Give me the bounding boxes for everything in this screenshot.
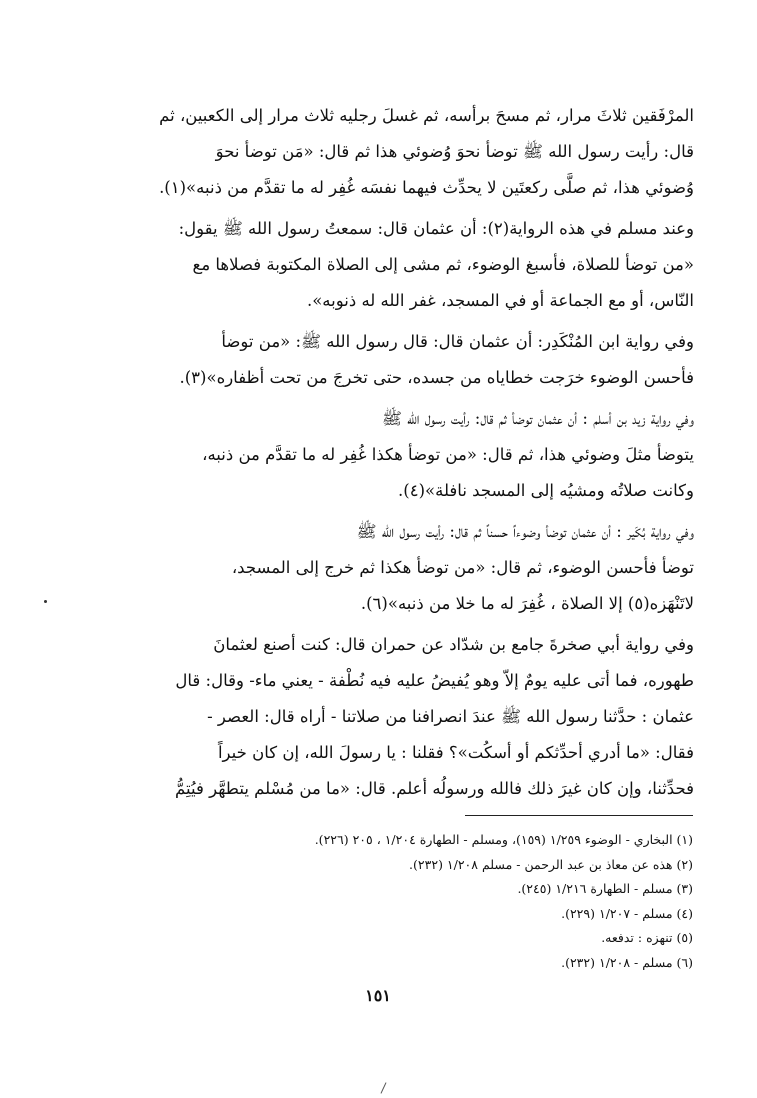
text-line: وفي رواية أبي صخرةَ جامع بن شدّاد عن حمران قال: كنت أصنع لعثمانَ	[213, 635, 694, 654]
text-line: النّاس، أو مع الجماعة أو في المسجد، غفر الله له ذنوبه».	[306, 291, 694, 310]
footnote-divider	[465, 815, 693, 816]
paragraph-1	[92, 98, 694, 206]
footnote-5: (٥) تنهزه : تدفعه.	[601, 930, 693, 945]
footnote-3: (٣) مسلم - الطهارة ١/٢١٦ (٢٤٥).	[517, 881, 693, 896]
footnotes	[180, 828, 693, 975]
paragraph-6	[92, 627, 694, 807]
text-line: طهوره، فما أتى عليه يومٌ إلاّ وهو يُفيضُ عليه فيه نُطْفة - يعني ماء- وقال: قال	[175, 671, 694, 690]
footnote-1: (١) البخاري - الوضوء ١/٢٥٩ (١٥٩)، ومسلم - الطهارة ١/٢٠٤ ، ٢٠٥ (٢٢٦).	[314, 832, 693, 847]
text-line: توضأ فأحسن الوضوء، ثم قال: «من توضأ هكذا ثم خرج إلى المسجد،	[231, 558, 694, 577]
text-line: المرْفَقين ثلاثَ مرار، ثم مسحَ برأسه، ثم غسلَ رجليه ثلاث مرار إلى الكعبين، ثم	[159, 106, 694, 125]
footnote-2: (٢) هذه عن معاذ بن عبد الرحمن - مسلم ١/٢٠٨ (٢٣٢).	[409, 856, 693, 872]
text-line: يتوضأ مثلَ وضوئي هذا، ثم قال: «من توضأ هكذا غُفِر له ما تقدَّم من ذنبه،	[202, 445, 694, 464]
text-line: عثمان : حدَّثنا رسول الله ﷺ عندَ انصرافنا من صلاتنا - أراه قال: العصر -	[207, 707, 694, 726]
text-line: قال: رأيت رسول الله ﷺ توضأ نحوَ وُضوئي هذا ثم قال: «مَن توضأ نحوَ	[215, 142, 694, 161]
text-line: وُضوئي هذا، ثم صلَّى ركعتَين لا يحدِّث فيهما نفسَه غُفِر له ما تقدَّم من ذنبه»(١).	[159, 178, 694, 197]
paragraph-4	[92, 401, 694, 509]
text-line: وعند مسلم في هذه الرواية(٢): أن عثمان قال: سمعتُ رسول الله ﷺ يقول:	[178, 219, 694, 238]
paragraph-5	[92, 514, 694, 622]
footnote-6: (٦) مسلم - ١/٢٠٨ (٢٣٢).	[561, 954, 693, 970]
main-text	[92, 98, 694, 812]
text-line: فأحسن الوضوء خرَجت خطاياه من جسده، حتى تخرجَ من تحت أظفاره»(٣).	[179, 368, 694, 387]
text-line: وفي رواية ابن المُنْكَدِر: أن عثمان قال: قال رسول الله ﷺ: «من توضأ	[221, 332, 694, 351]
page-number: ١٥١	[365, 986, 391, 1005]
scan-mark	[381, 1082, 387, 1093]
text-line: وكانت صلاتُه ومشيُه إلى المسجد نافلة»(٤).	[398, 481, 694, 500]
paragraph-2	[92, 211, 694, 319]
footnote-4: (٤) مسلم - ١/٢٠٧ (٢٢٩).	[561, 905, 693, 921]
text-line: فحدِّثنا، وإن كان غيرَ ذلك فالله ورسولُه أعلم. قال: «ما من مُسْلم يتطهَّر فيُتِمُّ	[175, 779, 694, 798]
paragraph-3	[92, 324, 694, 396]
text-line: «من توضأ للصلاة، فأسبغ الوضوء، ثم مشى إلى الصلاة المكتوبة فصلاها مع	[192, 255, 694, 274]
scan-speck	[44, 600, 47, 603]
text-line: فقال: «ما أدري أحدِّثكم أو أسكُت»؟ فقلنا : يا رسولَ الله، إن كان خيراً	[217, 743, 694, 762]
text-line: وفي رواية زيد بن أسلم : أن عثمان توضأ ثم قال: رأيت رسول الله ﷺ	[381, 409, 694, 428]
text-line: لاتَنْهَزه(٥) إلا الصلاة ، غُفِرَ له ما خلا من ذنبه»(٦).	[360, 594, 694, 613]
text-line: وفي رواية بُكَير : أن عثمان توضأ وضوءاً حسناً ثم قال: رأيت رسول الله ﷺ	[356, 522, 694, 541]
